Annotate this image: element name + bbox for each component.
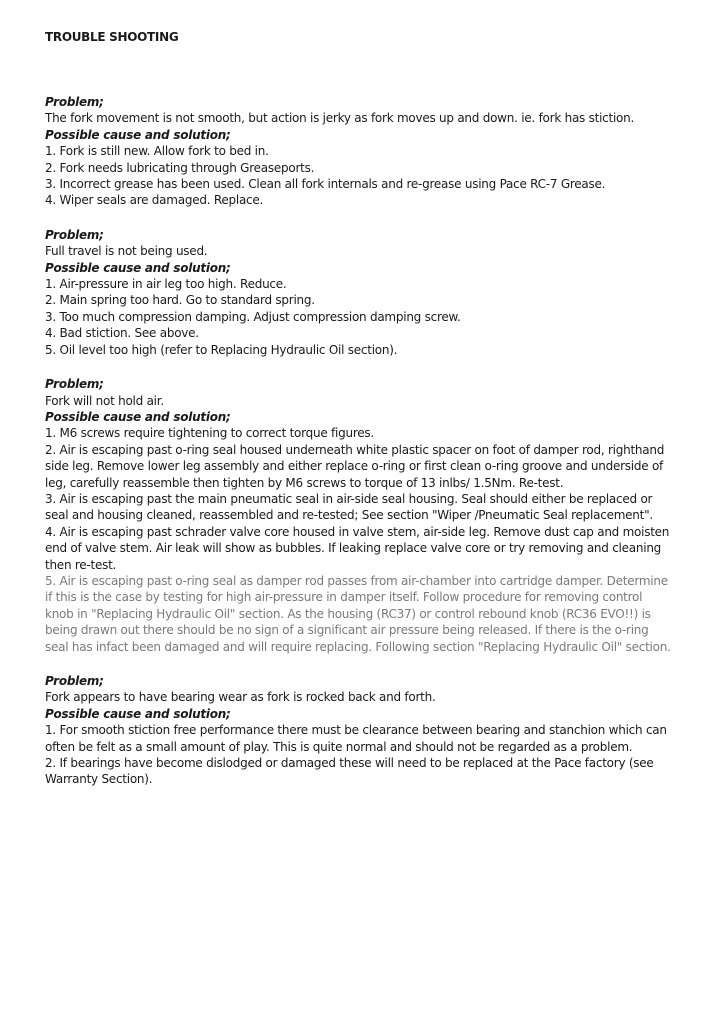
problem-text: Full travel is not being used. — [45, 244, 208, 259]
trouble-section-travel — [45, 227, 672, 358]
solution-item: 1. Air-pressure in air leg too high. Reduce. — [45, 277, 287, 292]
solution-item: 4. Air is escaping past schrader valve core housed in valve stem, air-side leg. Remove dust cap and moisten end of valve stem. Air leak will show as bubbles. If leaking replace valve core or try removing and cleaning then re-test. — [45, 524, 670, 572]
solution-item: 3. Air is escaping past the main pneumatic seal in air-side seal housing. Seal should either be replaced or seal and housing cleaned, reassembled and re-tested; See section "Wiper /Pneumatic Seal replacement". — [45, 491, 653, 523]
trouble-section-bearing — [45, 673, 672, 788]
problem-label: Problem; — [45, 674, 104, 688]
solution-item: 4. Bad stiction. See above. — [45, 326, 199, 341]
solution-item: 3. Too much compression damping. Adjust compression damping screw. — [45, 309, 461, 324]
solution-item: 5. Oil level too high (refer to Replacing Hydraulic Oil section). — [45, 342, 398, 357]
problem-text: Fork appears to have bearing wear as fork is rocked back and forth. — [45, 690, 436, 705]
problem-label: Problem; — [45, 227, 104, 242]
problem-label: Problem; — [45, 95, 104, 109]
trouble-section-stiction — [45, 94, 672, 209]
solution-item: 2. Fork needs lubricating through Greaseports. — [45, 160, 315, 175]
solution-item: 3. Incorrect grease has been used. Clean all fork internals and re-grease using Pace RC-7 Grease. — [45, 177, 606, 192]
problem-text: Fork will not hold air. — [45, 393, 164, 408]
solution-item: 1. Fork is still new. Allow fork to bed in. — [45, 144, 269, 159]
solution-item: 5. Air is escaping past o-ring seal as damper rod passes from air-chamber into cartridge damper. Determine if this is the case by testing for high air-pressure in damper itself. Follow procedure for removing control knob in "Replacing Hydraulic Oil" section. As the housing (RC37) or control rebound knob (RC36 EVO!!) is being drawn out there should be no sign of a significant air pressure being released. If there is the o-ring seal has infact been damaged and will require replacing. Following section "Replacing Hydraulic Oil" section. — [45, 573, 671, 654]
solution-item: 4. Wiper seals are damaged. Replace. — [45, 193, 264, 208]
solution-item: 2. Main spring too hard. Go to standard spring. — [45, 293, 315, 308]
trouble-section-air — [45, 376, 672, 655]
solution-label: Possible cause and solution; — [45, 260, 231, 275]
solution-item: 1. M6 screws require tightening to correct torque figures. — [45, 426, 374, 441]
problem-text: The fork movement is not smooth, but action is jerky as fork moves up and down. ie. fork has stiction. — [45, 111, 635, 126]
solution-label: Possible cause and solution; — [45, 127, 231, 142]
solution-item: 2. If bearings have become dislodged or damaged these will need to be replaced at the Pace factory (see Warranty Section). — [45, 756, 654, 787]
solution-item: 2. Air is escaping past o-ring seal housed underneath white plastic spacer on foot of damper rod, righthand side leg. Remove lower leg assembly and either replace o-ring or first clean o-ring groove and underside of leg, carefully reassemble then tighten by M6 screws to torque of 13 inlbs/ 1.5Nm. Re-test. — [45, 442, 665, 490]
solution-label: Possible cause and solution; — [45, 706, 231, 721]
page-title: TROUBLE SHOOTING — [45, 30, 179, 44]
problem-label: Problem; — [45, 377, 104, 392]
solution-item: 1. For smooth stiction free performance there must be clearance between bearing and stanchion which can often be felt as a small amount of play. This is quite normal and should not be regarded as a problem. — [45, 723, 667, 754]
solution-label: Possible cause and solution; — [45, 409, 231, 424]
